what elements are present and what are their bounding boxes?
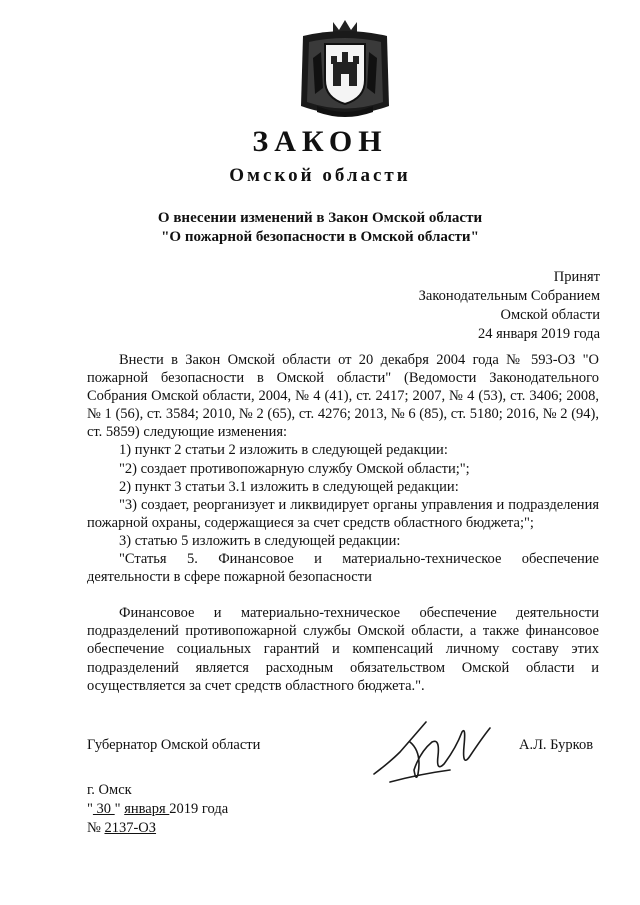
- date-month: января: [124, 801, 170, 817]
- date-quote-close: ": [114, 801, 121, 817]
- body-paragraph-5: "3) создает, реорганизует и ликвидирует органы управления и подразделения пожарной охраны, содержащиеся за счет средств областного бюджета;";: [87, 496, 599, 531]
- region-name: Омской области: [229, 165, 411, 186]
- law-body: [87, 351, 599, 695]
- governor-title: Губернатор Омской области: [87, 737, 261, 753]
- body-paragraph-1: Внести в Закон Омской области от 20 декабря 2004 года № 593-ОЗ "О пожарной безопасности в Омской области" (Ведомости Законодательного Собрания Омской области, 2004, № 4 (41), ст. 2417; 2007, № 4 (53), ст. 3406; 2008, № 1 (56), ст. 3584; 2010, № 2 (65), ст. 4276; 2013, № 6 (85), ст. 5180; 2016, № 2 (94), ст. 5859) следующие изменения:: [87, 352, 599, 441]
- omsk-region-coat-of-arms-icon: [295, 18, 395, 120]
- city: г. Омск: [87, 782, 132, 798]
- body-paragraph-4: 2) пункт 3 статьи 3.1 изложить в следующей редакции:: [119, 478, 459, 495]
- law-number-label: №: [87, 820, 101, 836]
- adoption-line-2: Законодательным Собранием: [418, 288, 600, 304]
- law-subject-line-1: О внесении изменений в Закон Омской области: [157, 210, 483, 226]
- body-paragraph-6: 3) статью 5 изложить в следующей редакции:: [119, 532, 401, 549]
- body-paragraph-3: "2) создает противопожарную службу Омской области;";: [119, 460, 470, 477]
- paragraph-gap: [87, 586, 599, 604]
- date-day: 30: [92, 801, 115, 817]
- body-paragraph-2: 1) пункт 2 статьи 2 изложить в следующей редакции:: [119, 442, 448, 459]
- law-subject-line-2: "О пожарной безопасности в Омской области": [161, 229, 479, 245]
- place-date-number-block: [87, 781, 228, 838]
- law-subject: [0, 209, 640, 247]
- law-number-value: 2137-ОЗ: [104, 820, 157, 836]
- adoption-line-3: Омской области: [500, 307, 600, 323]
- law-number: [87, 819, 228, 838]
- signing-date: [87, 800, 228, 819]
- date-quote-open: ": [87, 801, 93, 817]
- adoption-date: 24 января 2019 года: [477, 326, 600, 342]
- body-paragraph-8: Финансовое и материально-техническое обеспечение деятельности подразделений противопожарной службы Омской области, а также финансовое обеспечение социальных гарантий и компенсаций личному составу этих подразделений является расходным обязательством Омской области и осуществляется за счет средств областного бюджета.".: [87, 605, 599, 694]
- body-paragraph-7: "Статья 5. Финансовое и материально-техническое обеспечение деятельности в сфере пожарной безопасности: [87, 551, 599, 586]
- law-title: ЗАКОН: [252, 125, 388, 158]
- handwritten-signature-icon: [370, 712, 520, 788]
- date-year: 2019 года: [169, 801, 229, 817]
- governor-name: А.Л. Бурков: [519, 737, 594, 753]
- adoption-block: [419, 268, 600, 344]
- adoption-line-1: Принят: [553, 269, 600, 285]
